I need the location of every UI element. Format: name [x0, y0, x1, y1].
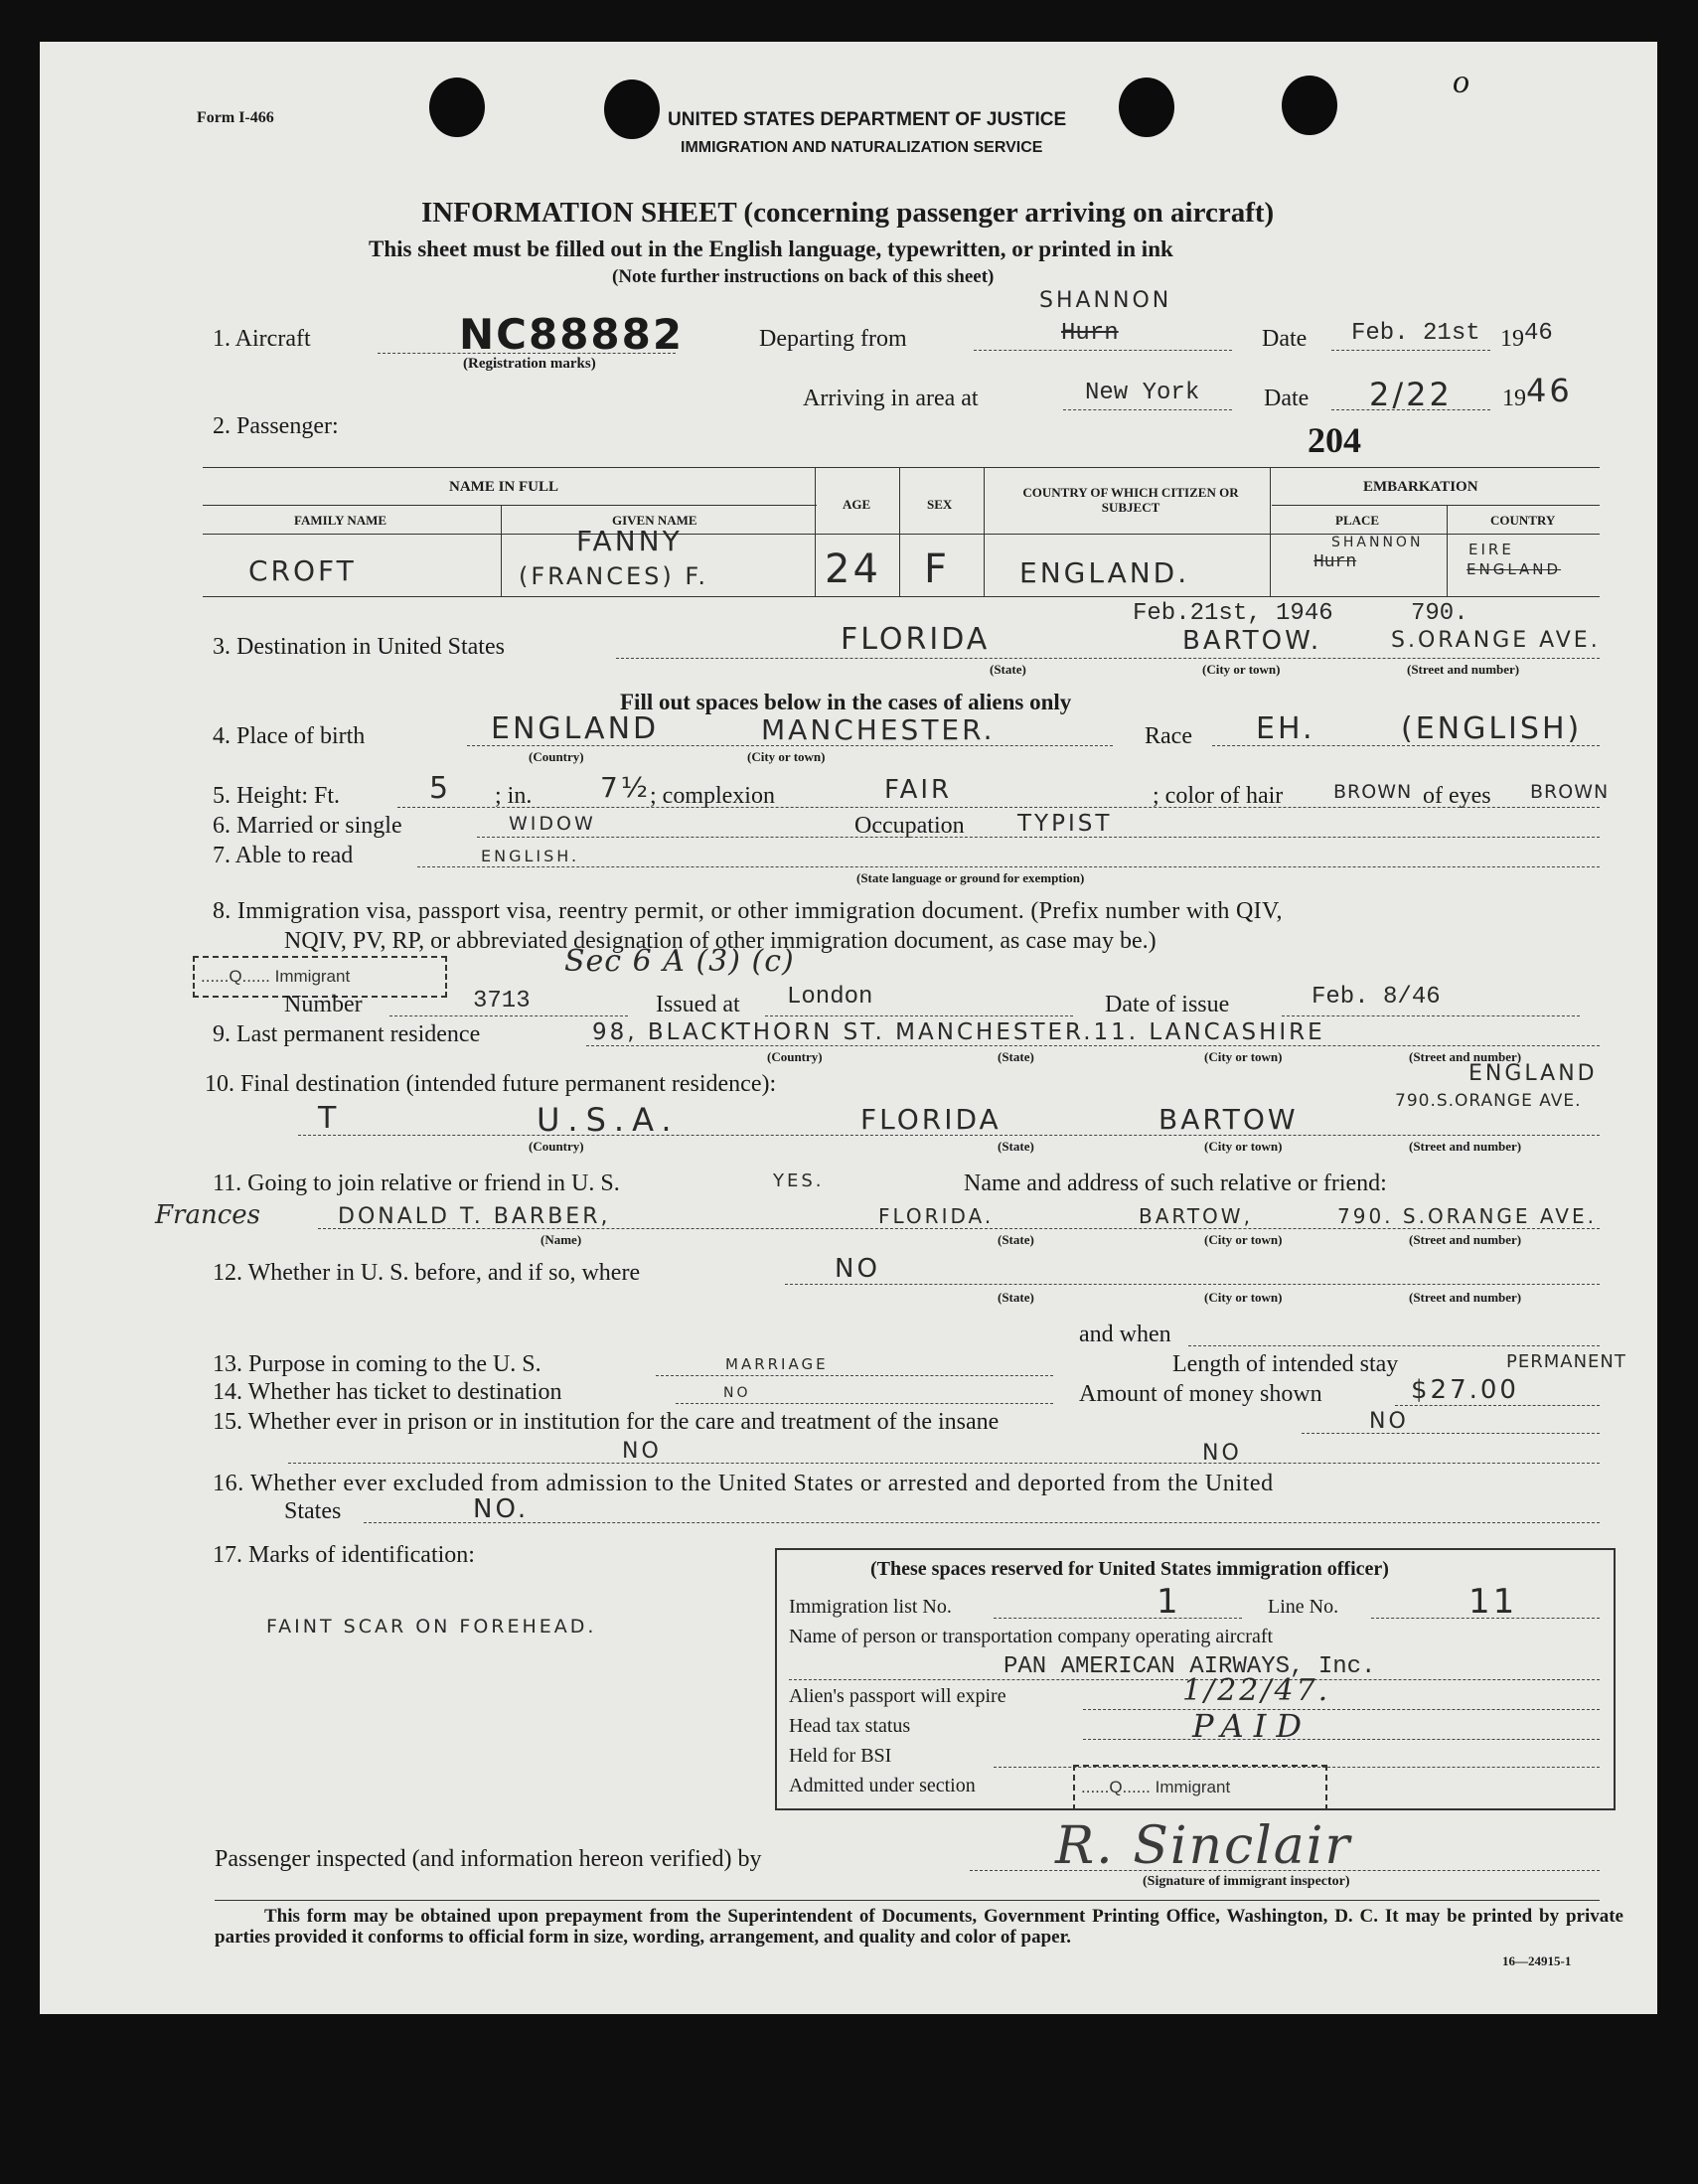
prison-value-2: NO — [622, 1439, 662, 1464]
form-title: INFORMATION SHEET (concerning passenger arriving on aircraft) — [421, 197, 1275, 229]
sex-value: F — [924, 546, 951, 592]
departing-from-struck: Hurn — [1061, 320, 1119, 347]
q12-state-caption: (State) — [998, 1290, 1034, 1305]
complexion-label: ; complexion — [650, 783, 775, 809]
residence-value: 98, BLACKTHORN ST. MANCHESTER.11. LANCASHIRE — [592, 1019, 1325, 1045]
height-in-value: 7½ — [600, 771, 651, 804]
purpose-label: 13. Purpose in coming to the U. S. — [213, 1351, 541, 1377]
height-label: 5. Height: Ft. — [213, 783, 341, 809]
arrival-date-label: Date — [1264, 386, 1310, 411]
passenger-label: 2. Passenger: — [213, 413, 339, 439]
q11-state-caption: (State) — [998, 1232, 1034, 1247]
q12-street-caption: (Street and number) — [1409, 1290, 1522, 1305]
arriving-value: New York — [1085, 380, 1200, 406]
punch-hole-1 — [429, 78, 485, 137]
aircraft-label: 1. Aircraft — [213, 326, 311, 352]
departing-from-label: Departing from — [759, 326, 907, 352]
line-no-label: Line No. — [1268, 1596, 1339, 1618]
embark-country-value: EIRE — [1468, 541, 1514, 558]
q9-city-caption: (City or town) — [1204, 1049, 1283, 1064]
passport-expire-label: Alien's passport will expire — [789, 1685, 1006, 1707]
residence-country-value: ENGLAND — [1468, 1061, 1598, 1086]
country-header: COUNTRY — [1490, 513, 1556, 528]
race-label: Race — [1145, 723, 1192, 749]
state-language-caption: (State language or ground for exemption) — [856, 870, 1085, 885]
residence-label: 9. Last permanent residence — [213, 1021, 481, 1047]
join-label: 11. Going to join relative or friend in U. S. — [213, 1170, 620, 1196]
registration-marks-caption: (Registration marks) — [463, 356, 596, 372]
friend-city-value: BARTOW, — [1139, 1204, 1253, 1228]
place-header: PLACE — [1335, 513, 1380, 528]
aliens-only-heading: Fill out spaces below in the cases of aliens only — [620, 690, 1072, 714]
doc-number-value: 3713 — [473, 988, 531, 1014]
excluded-value: NO. — [473, 1494, 530, 1524]
destination-street-number: 790. — [1411, 600, 1468, 627]
marks-label: 17. Marks of identification: — [213, 1542, 475, 1568]
held-bsi-label: Held for BSI — [789, 1745, 892, 1767]
signature-caption: (Signature of immigrant inspector) — [1143, 1874, 1350, 1889]
q8-label-continued: NQIV, PV, RP, or abbreviated designation of other immigration document, as case may be.) — [284, 928, 1157, 954]
footer-text: This form may be obtained upon prepayment from the Superintendent of Documents, Government Printing Office, Washington, D. C. It may be printed by private parties provided it conforms to official form in size, wording, arrangement, and quality and color of paper. — [215, 1906, 1623, 1948]
citizen-value: ENGLAND. — [1019, 556, 1190, 589]
embark-place-struck: Hurn — [1313, 552, 1357, 572]
q9-state-caption: (State) — [998, 1049, 1034, 1064]
q3-street-caption: (Street and number) — [1407, 662, 1520, 677]
destination-note: Feb.21st, 1946 — [1133, 600, 1333, 627]
q9-street-caption: (Street and number) — [1409, 1049, 1522, 1064]
race-value: EH. — [1256, 711, 1315, 746]
hair-label: ; color of hair — [1153, 783, 1284, 809]
inspector-signature: R. Sinclair — [1055, 1816, 1352, 1876]
name-in-full-header: NAME IN FULL — [449, 479, 559, 495]
q12-city-caption: (City or town) — [1204, 1290, 1283, 1305]
issued-at-label: Issued at — [656, 992, 740, 1017]
and-when-label: and when — [1079, 1322, 1171, 1347]
marital-value: WIDOW — [509, 813, 596, 835]
stay-label: Length of intended stay — [1172, 1351, 1399, 1377]
friend-state-value: FLORIDA. — [878, 1204, 995, 1228]
birthplace-label: 4. Place of birth — [213, 723, 366, 749]
marital-label: 6. Married or single — [213, 813, 402, 839]
q11-name-caption: (Name) — [540, 1232, 582, 1247]
eyes-value: BROWN — [1530, 781, 1610, 803]
final-destination-label: 10. Final destination (intended future permanent residence): — [205, 1071, 777, 1097]
section-stamp: ......Q...... Immigrant — [1073, 1765, 1327, 1810]
q10-country-caption: (Country) — [529, 1139, 584, 1154]
eyes-label: of eyes — [1423, 783, 1491, 809]
stay-value: PERMANENT — [1506, 1351, 1626, 1372]
final-country-value: U.S.A. — [537, 1101, 680, 1139]
head-tax-label: Head tax status — [789, 1715, 911, 1737]
name-address-label: Name and address of such relative or friend: — [964, 1170, 1387, 1196]
money-label: Amount of money shown — [1079, 1381, 1322, 1407]
q10-street-caption: (Street and number) — [1409, 1139, 1522, 1154]
issued-at-value: London — [787, 984, 873, 1011]
q4-country-caption: (Country) — [529, 749, 584, 764]
agency-name: UNITED STATES DEPARTMENT OF JUSTICE — [668, 109, 1067, 130]
final-city-value: BARTOW — [1158, 1103, 1299, 1136]
purpose-value: MARRIAGE — [725, 1355, 829, 1373]
instruction-note: (Note further instructions on back of this sheet) — [612, 266, 995, 287]
q8-label: 8. Immigration visa, passport visa, reentry permit, or other immigration document. (Prefix number with QIV, — [213, 898, 1283, 924]
margin-note: Frances — [155, 1200, 261, 1230]
operator-label: Name of person or transportation company operating aircraft — [789, 1626, 1274, 1647]
page-number: 204 — [1308, 420, 1361, 460]
age-header: AGE — [843, 497, 871, 512]
document-stamp: ......Q...... Immigrant — [193, 956, 447, 998]
citizen-header: COUNTRY OF WHICH CITIZEN OR SUBJECT — [1022, 485, 1239, 515]
destination-state-value: FLORIDA — [841, 622, 991, 657]
given-name-header: GIVEN NAME — [612, 513, 697, 528]
arriving-label: Arriving in area at — [803, 386, 979, 411]
ticket-label: 14. Whether has ticket to destination — [213, 1379, 562, 1405]
departing-from-value: SHANNON — [1039, 288, 1172, 313]
q3-city-caption: (City or town) — [1202, 662, 1281, 677]
destination-city-value: BARTOW. — [1182, 626, 1322, 656]
embarkation-header: EMBARKATION — [1363, 479, 1478, 495]
age-value: 24 — [825, 546, 881, 592]
corner-mark: o — [1453, 64, 1469, 100]
final-mark: T — [318, 1101, 340, 1136]
excluded-label-continued: States — [284, 1498, 342, 1524]
family-name-value: CROFT — [248, 554, 357, 587]
occupation-value: TYPIST — [1017, 811, 1113, 837]
hair-value: BROWN — [1333, 781, 1413, 803]
q9-country-caption: (Country) — [767, 1049, 823, 1064]
birth-city-value: MANCHESTER. — [761, 713, 996, 746]
arrival-date-value: 2/22 — [1369, 376, 1453, 413]
friend-name-value: DONALD T. BARBER, — [338, 1204, 611, 1229]
q3-state-caption: (State) — [990, 662, 1026, 677]
departure-year-value: 46 — [1524, 320, 1553, 347]
before-label: 12. Whether in U. S. before, and if so, where — [213, 1260, 641, 1286]
marks-value: FAINT SCAR ON FOREHEAD. — [266, 1616, 597, 1638]
complexion-value: FAIR — [884, 775, 953, 805]
q10-state-caption: (State) — [998, 1139, 1034, 1154]
document-section-value: Sec 6 A (3) (c) — [564, 944, 795, 979]
prison-value-3: NO — [1202, 1441, 1242, 1466]
destination-label: 3. Destination in United States — [213, 634, 505, 660]
sex-header: SEX — [927, 497, 953, 512]
money-value: $27.00 — [1411, 1375, 1519, 1405]
given-name-value: (FRANCES) F. — [519, 562, 708, 590]
departure-year-prefix: 19 — [1500, 326, 1524, 352]
read-label: 7. Able to read — [213, 843, 354, 868]
excluded-label: 16. Whether ever excluded from admission to the United States or arrested and deported from the United — [213, 1471, 1274, 1496]
prison-label: 15. Whether ever in prison or in institution for the care and treatment of the insane — [213, 1409, 1000, 1435]
admitted-under-label: Admitted under section — [789, 1775, 976, 1796]
occupation-label: Occupation — [854, 813, 965, 839]
print-code: 16—24915-1 — [1502, 1953, 1572, 1968]
embark-place-value: SHANNON — [1331, 535, 1424, 550]
line-no-value: 11 — [1468, 1582, 1518, 1622]
imm-list-label: Immigration list No. — [789, 1596, 952, 1618]
officer-box-header: (These spaces reserved for United States immigration officer) — [870, 1558, 1389, 1580]
embark-country-struck: ENGLAND — [1466, 560, 1562, 578]
prison-value-1: NO — [1369, 1409, 1409, 1434]
departure-date-value: Feb. 21st — [1351, 320, 1480, 347]
birth-country-value: ENGLAND — [491, 711, 660, 746]
read-value: ENGLISH. — [481, 847, 580, 865]
punch-hole-2 — [604, 79, 660, 139]
imm-list-value: 1 — [1157, 1582, 1181, 1622]
friend-street-value: 790. S.ORANGE AVE. — [1337, 1204, 1597, 1228]
punch-hole-4 — [1282, 76, 1337, 135]
departure-date-label: Date — [1262, 326, 1308, 352]
before-value: NO — [835, 1254, 880, 1284]
q11-city-caption: (City or town) — [1204, 1232, 1283, 1247]
q10-city-caption: (City or town) — [1204, 1139, 1283, 1154]
height-in-label: ; in. — [495, 783, 533, 809]
destination-street-value: S.ORANGE AVE. — [1391, 628, 1601, 653]
doc-number-label: Number — [284, 992, 363, 1017]
join-value: YES. — [773, 1170, 825, 1191]
arrival-year-value: 46 — [1526, 372, 1573, 409]
q11-street-caption: (Street and number) — [1409, 1232, 1522, 1247]
final-street-value: 790.S.ORANGE AVE. — [1395, 1091, 1582, 1111]
inspected-label: Passenger inspected (and information hereon verified) by — [215, 1846, 762, 1872]
form-number: Form I-466 — [197, 109, 274, 126]
q4-city-caption: (City or town) — [747, 749, 826, 764]
issue-date-label: Date of issue — [1105, 992, 1230, 1017]
service-name: IMMIGRATION AND NATURALIZATION SERVICE — [681, 139, 1043, 156]
family-name-header: FAMILY NAME — [294, 513, 387, 528]
arrival-year-prefix: 19 — [1502, 386, 1526, 411]
issue-date-value: Feb. 8/46 — [1312, 984, 1441, 1011]
head-tax-value: PAID — [1192, 1707, 1312, 1745]
given-name-top: FANNY — [576, 525, 683, 557]
race-full-value: (ENGLISH) — [1401, 711, 1583, 746]
ticket-value: NO — [723, 1385, 751, 1401]
instruction-line: This sheet must be filled out in the English language, typewritten, or printed in ink — [369, 236, 1173, 261]
height-ft-value: 5 — [429, 771, 452, 806]
aircraft-registration: NC88882 — [459, 310, 685, 359]
passport-expire-value: 1/22/47. — [1182, 1673, 1331, 1708]
punch-hole-3 — [1119, 78, 1174, 137]
final-state-value: FLORIDA — [860, 1103, 1002, 1136]
operator-value: PAN AMERICAN AIRWAYS, Inc. — [1003, 1653, 1376, 1680]
